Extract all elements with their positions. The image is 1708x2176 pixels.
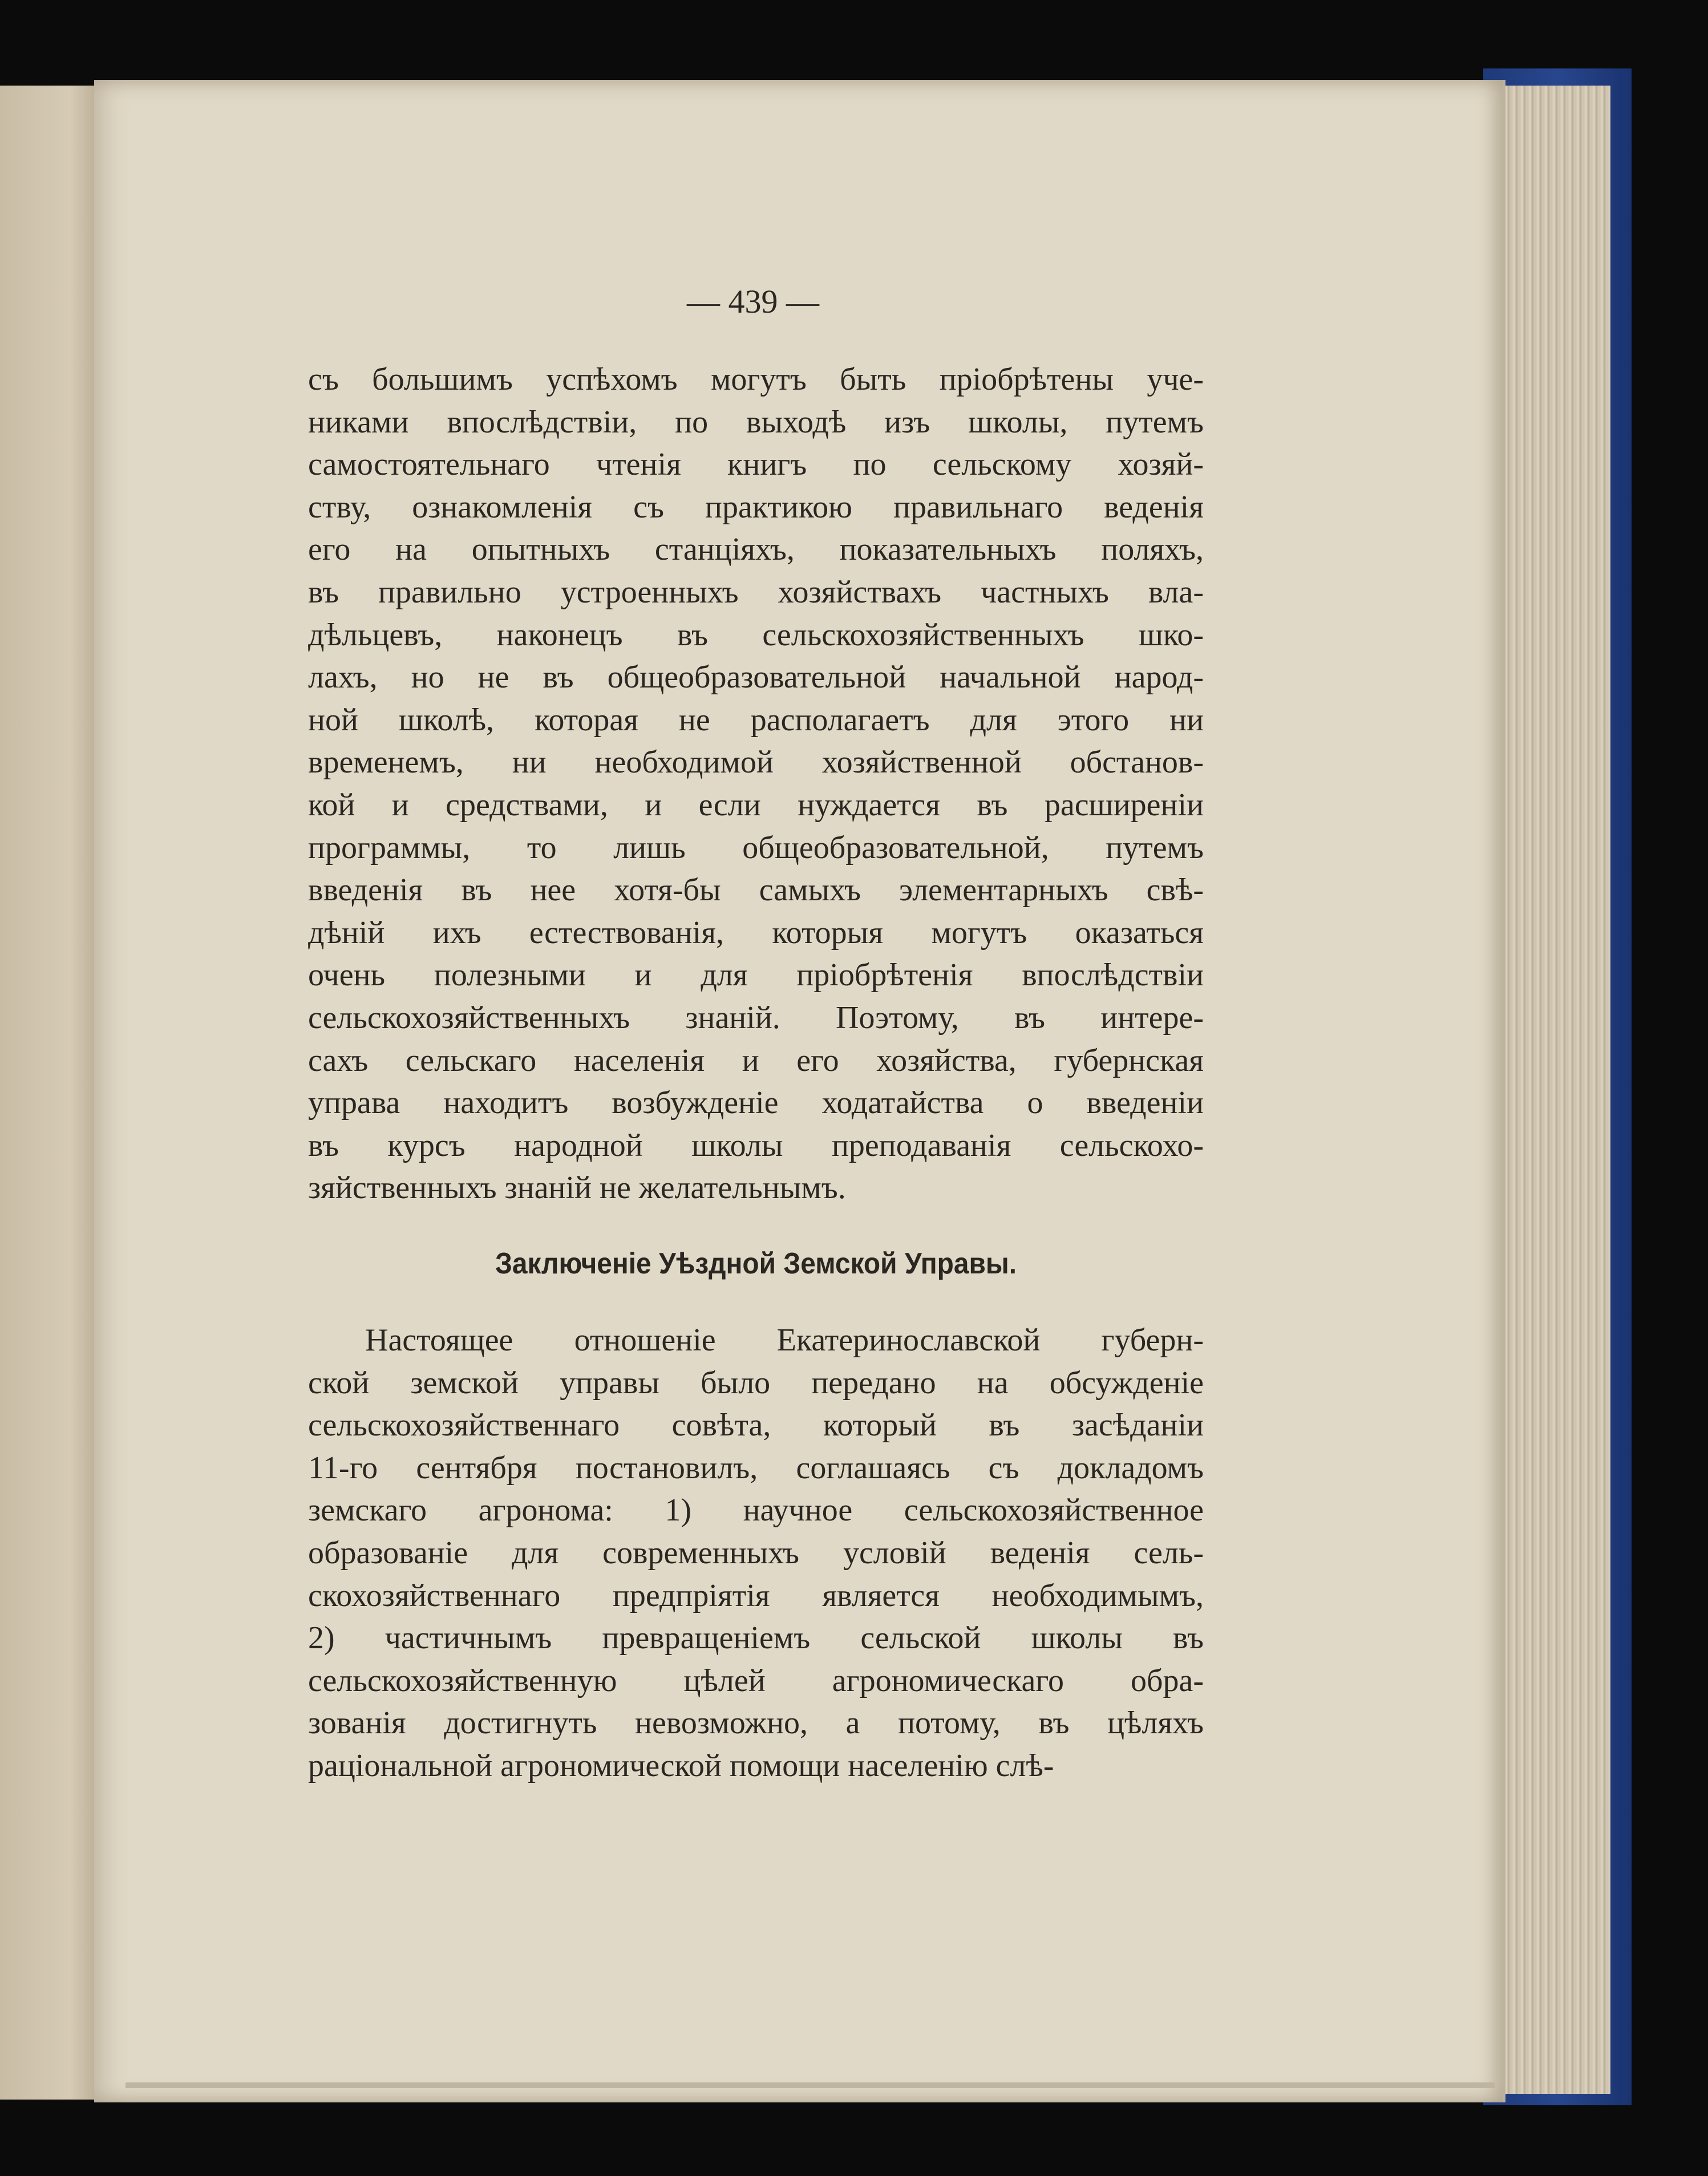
text-line: образованіе для современныхъ условій веденія сель- [308,1535,1204,1571]
text-line: ской земской управы было передано на обсужденіе [308,1365,1204,1401]
text-line: программы, то лишь общеобразовательной, путемъ [308,830,1204,865]
text-line: лахъ, но не въ общеобразовательной начальной народ- [308,660,1204,695]
text-line: сахъ сельскаго населенія и его хозяйства, губернская [308,1042,1204,1078]
text-line: сельскохозяйственную цѣлей агрономическаго обра- [308,1663,1204,1698]
text-line: временемъ, ни необходимой хозяйственной обстанов- [308,745,1204,780]
section-heading: Заключеніе Уѣздной Земской Управы. [495,1247,1017,1280]
text-line: въ курсъ народной школы преподаванія сельскохо- [308,1127,1204,1163]
text-line: сельскохозяйственныхъ знаній. Поэтому, въ интере- [308,1000,1204,1036]
text-line: 11-го сентября постановилъ, соглашаясь съ докладомъ [308,1450,1204,1486]
paragraph-1 [308,358,1204,1210]
text-line: зяйственныхъ знаній не желательнымъ. [308,1170,846,1206]
text-line: самостоятельнаго чтенія книгъ по сельскому хозяй- [308,447,1204,483]
text-line: дѣній ихъ естествованія, которыя могутъ оказаться [308,915,1204,951]
text-line: кой и средствами, и если нуждается въ расширеніи [308,787,1204,823]
text-line: 2) частичнымъ превращеніемъ сельской школы въ [308,1620,1204,1656]
text-line: зованія достигнуть невозможно, а потому, въ цѣляхъ [308,1705,1204,1741]
text-line: въ правильно устроенныхъ хозяйствахъ частныхъ вла- [308,574,1204,610]
paragraph-2 [308,1319,1204,1787]
text-line: ной школѣ, которая не располагаетъ для этого ни [308,702,1204,738]
page-bottom-edge [126,2082,1495,2088]
text-line: его на опытныхъ станціяхъ, показательныхъ поляхъ, [308,532,1204,568]
text-line: Настоящее отношеніе Екатеринославской губерн- [365,1322,1204,1358]
left-page-edge [0,86,100,2100]
text-line: скохозяйственнаго предпріятія является необходимымъ, [308,1578,1204,1613]
text-line: управа находитъ возбужденіе ходатайства о введеніи [308,1085,1204,1121]
text-line: введенія въ нее хотя-бы самыхъ элементарныхъ свѣ- [308,872,1204,908]
text-line: раціональной агрономической помощи населенію слѣ- [308,1748,1054,1783]
text-line: съ большимъ успѣхомъ могутъ быть пріобрѣтены уче- [308,362,1204,397]
page-number: — 439 — [687,283,819,320]
text-line: ству, ознакомленія съ практикою правильнаго веденія [308,489,1204,525]
text-line: земскаго агронома: 1) научное сельскохозяйственное [308,1493,1204,1528]
text-line: дѣльцевъ, наконецъ въ сельскохозяйственныхъ шко- [308,617,1204,653]
text-line: очень полезными и для пріобрѣтенія впослѣдствіи [308,957,1204,993]
text-line: никами впослѣдствіи, по выходѣ изъ школы, путемъ [308,404,1204,440]
text-line: сельскохозяйственнаго совѣта, который въ засѣданіи [308,1407,1204,1443]
